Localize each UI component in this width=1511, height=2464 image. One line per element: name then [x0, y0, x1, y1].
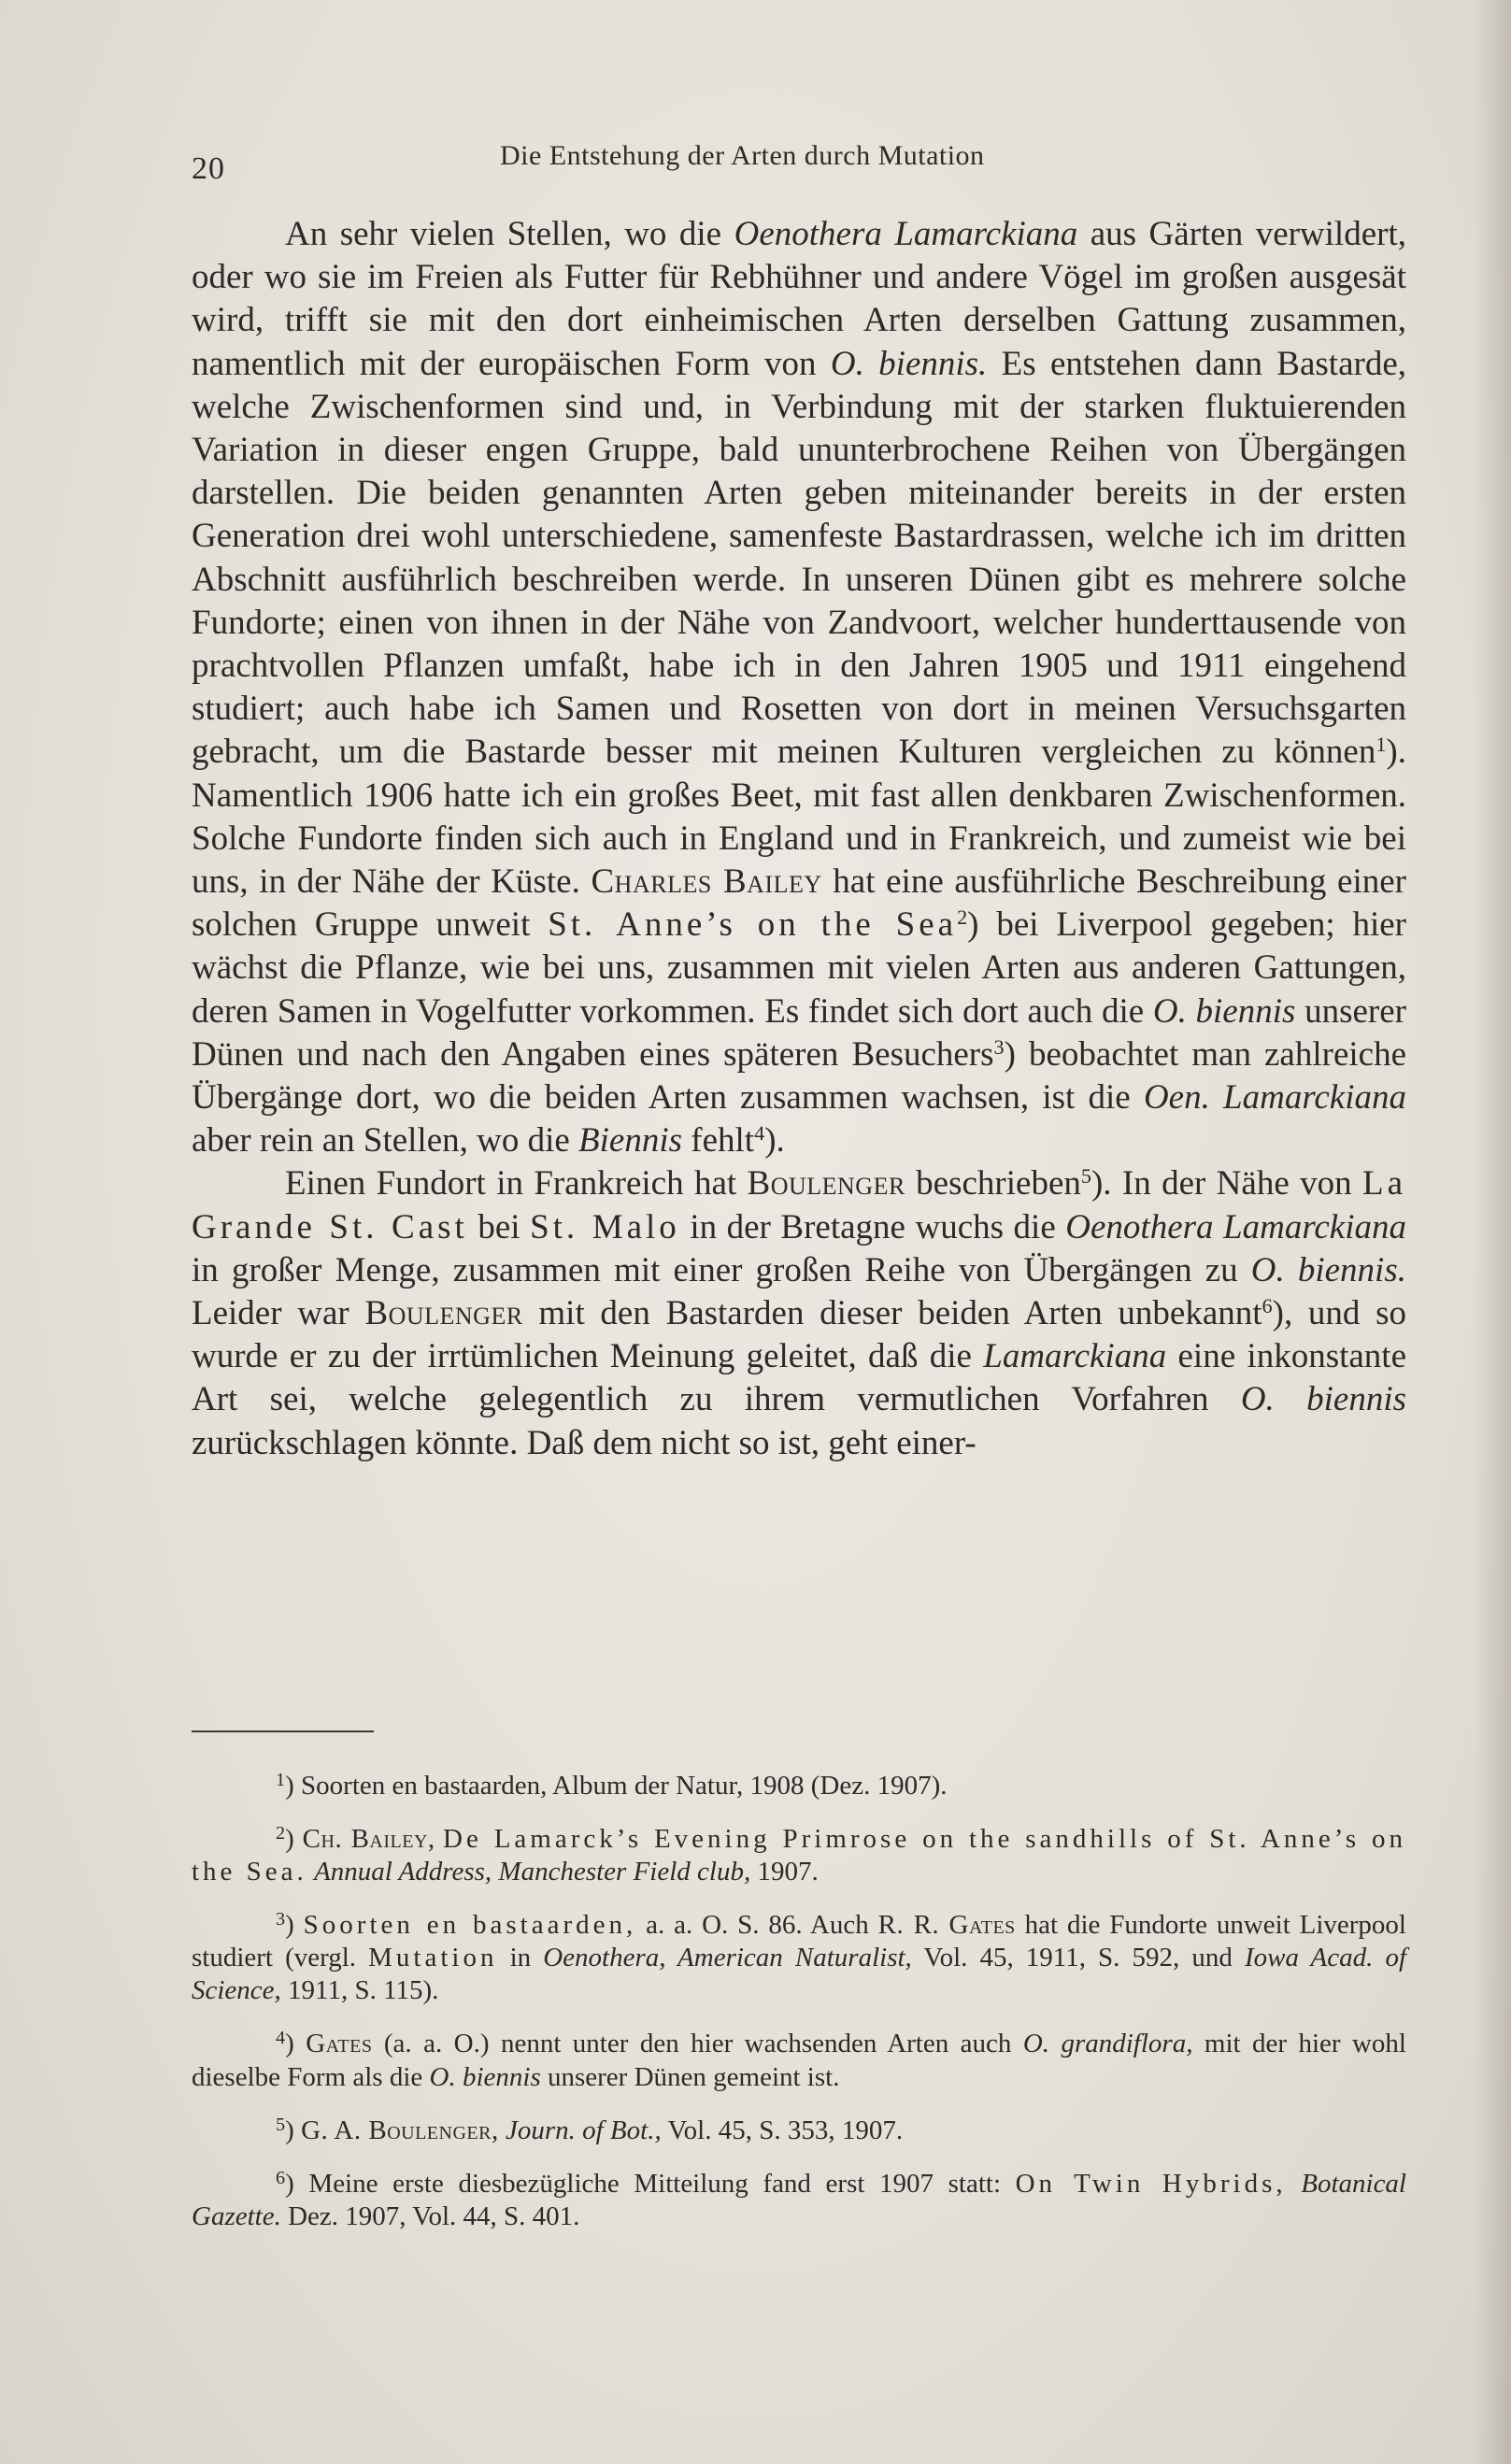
text-run: (a. a. O.) nennt unter den hier wachsenden Arten auch — [372, 2029, 1023, 2059]
page-header — [192, 140, 1406, 187]
page-number: 20 — [192, 151, 225, 186]
text-run: Einen Fundort in Frankreich hat — [285, 1164, 748, 1204]
text-run: a. a. O. S. 86. Auch — [636, 1910, 878, 1941]
paragraph-2 — [192, 1162, 1406, 1464]
footnote-mark: 1 — [276, 1770, 286, 1790]
text-run — [307, 1857, 314, 1887]
text-run: ). — [764, 1121, 785, 1161]
page-edge-shadow — [1474, 0, 1511, 2464]
text-run: ) — [285, 2115, 302, 2145]
footnote-mark: 4 — [276, 2028, 286, 2049]
footnote-ref-1: 1 — [1376, 733, 1387, 757]
text-run: eine inkonstante Art sei, welche gelegentlich zu ihrem vermutlichen Vorfahren — [192, 1337, 1406, 1419]
text-run: bei — [467, 1207, 531, 1246]
text-run: Vol. 45, 1911, S. 592, und — [911, 1943, 1245, 1973]
author-name: Ch. Bailey — [302, 1824, 428, 1855]
text-run: zurückschlagen könnte. Daß dem nicht so ist, geht einer- — [192, 1423, 976, 1462]
footnote-4 — [192, 2022, 1406, 2093]
text-run: unserer Dünen und nach den Angaben eines späteren Besuchers — [192, 991, 1406, 1074]
text-run: aber rein an Stellen, wo die — [192, 1121, 579, 1161]
paragraph-1 — [192, 213, 1406, 1162]
running-head: Die Entstehung der Arten durch Mutation — [500, 140, 985, 171]
text-run: Es entstehen dann Bastarde, welche Zwischenformen sind und, in Verbindung mit der starken fluktuierenden Variation in dieser engen Gruppe, bald ununterbrochene Reihen von Übergängen darstellen. Die beiden genannten Arten geben miteinander bereits in der ersten Generation drei wohl unterschiedene, samenfeste Bastardrassen, welche ich im dritten Abschnitt ausführlich beschreiben werde. In unseren Dünen gibt es mehrere solche Fundorte; einen von ihnen in der Nähe von Zandvoort, welcher hunderttausende von prachtvollen Pflanzen umfaßt, habe ich in den Jahren 1905 und 1911 eingehend studiert; auch habe ich Samen und Rosetten von dort in meinen Versuchsgarten gebracht, um die Bastarde besser mit meinen Kulturen vergleichen zu können — [192, 344, 1407, 772]
footnote-mark: 2 — [276, 1823, 286, 1844]
text-run — [499, 2115, 506, 2145]
footnote-6 — [192, 2162, 1406, 2233]
footnote-ref-5: 5 — [1080, 1164, 1091, 1189]
footnote-5 — [192, 2109, 1406, 2147]
species-name: Oen. Lamarckiana — [1143, 1078, 1406, 1118]
work-title: Mutation — [368, 1943, 498, 1973]
footnote-separator — [192, 1730, 374, 1732]
species-name: O. grandiflora, — [1022, 2029, 1193, 2059]
place-name: St. Malo — [530, 1207, 680, 1246]
species-name: O. biennis. — [1250, 1250, 1406, 1289]
species-name: O. biennis — [1240, 1380, 1406, 1419]
species-name: O. biennis — [429, 2061, 541, 2092]
footnote-ref-3: 3 — [993, 1034, 1005, 1059]
text-run — [1287, 2169, 1302, 2199]
text-run: 1907. — [750, 1857, 819, 1887]
text-run: aus Gärten verwildert, oder wo sie im Freien als Futter für Rebhühner und andere Vögel im großen ausgesät wird, trifft sie mit den dort einheimischen Arten derselben Gattung zusammen, namentlich mit der europäischen Form von — [192, 215, 1406, 383]
body-text — [192, 213, 1406, 1465]
journal-name: Iowa Acad. of Science, — [192, 1943, 1406, 2006]
footnote-ref-4: 4 — [754, 1121, 765, 1146]
author-name: R. R. Gates — [877, 1910, 1016, 1941]
text-run: ). In der Nähe von — [1090, 1164, 1362, 1204]
text-run: 1911, S. 115). — [280, 1975, 439, 2006]
text-run: Dez. 1907, Vol. 44, S. 401. — [280, 2201, 580, 2231]
text-run: An sehr vielen Stellen, wo die — [285, 215, 734, 253]
footnote-1 — [192, 1764, 1406, 1802]
footnote-mark: 5 — [276, 2114, 286, 2135]
species-name: O. biennis — [1152, 991, 1296, 1031]
text-run: unserer Dünen gemeint ist. — [540, 2061, 840, 2092]
species-name: Biennis — [578, 1121, 683, 1161]
work-title: On Twin Hybrids, — [1015, 2168, 1287, 2199]
author-name: Charles Bailey — [591, 862, 822, 902]
text-run: ) — [285, 2029, 306, 2059]
text-run: ) — [285, 1824, 303, 1855]
journal-name: Journ. of Bot., — [505, 2115, 662, 2145]
footnote-2 — [192, 1817, 1406, 1888]
text-run: fehlt — [682, 1121, 755, 1161]
species-name: O. biennis. — [830, 344, 988, 383]
text-run: ) beobachtet man zahlreiche Übergänge dort, wo die beiden Arten zusammen wachsen, ist die — [192, 1034, 1406, 1118]
species-name: Lamarckiana — [983, 1337, 1167, 1376]
text-run: , — [427, 1824, 444, 1855]
author-name: Gates — [306, 2029, 373, 2059]
text-run: mit den Bastarden dieser beiden Arten unbekannt — [522, 1294, 1262, 1333]
place-name: St. Anne’s on the Sea — [548, 905, 958, 945]
journal-name: Annual Address, Manchester Field club, — [314, 1857, 751, 1887]
text-run: ) — [285, 1910, 304, 1941]
author-name: G. A. Boulenger, — [301, 2115, 499, 2145]
text-run: hat eine ausführliche Beschreibung einer solchen Gruppe unweit — [192, 862, 1406, 945]
text-run: Vol. 45, S. 353, 1907. — [661, 2115, 904, 2145]
footnotes — [192, 1764, 1406, 2248]
work-title: Soorten en bastaarden, — [303, 1910, 637, 1941]
author-name: Boulenger — [364, 1294, 523, 1333]
text-run: ), und so wurde er zu der irrtümlichen Meinung geleitet, daß die — [192, 1294, 1406, 1376]
footnote-3 — [192, 1903, 1406, 2007]
text-run: ) bei Liverpool gegeben; hier wächst die Pflanze, wie bei uns, zusammen mit vielen Arten aus anderen Gattungen, deren Samen in Vogelfutter vorkommen. Es findet sich dort auch die — [192, 905, 1406, 1031]
text-run: in der Bretagne wuchs die — [679, 1207, 1066, 1246]
text-run: mit der hier wohl dieselbe Form als die — [192, 2029, 1406, 2092]
work-title: De Lamarck’s Evening Primrose on the sandhills of St. Anne’s on the Sea. — [192, 1824, 1406, 1887]
journal-name: Oenothera, American Naturalist, — [543, 1943, 912, 1973]
place-name: La Grande St. Cast — [192, 1164, 1406, 1246]
author-name: Boulenger — [747, 1164, 905, 1204]
text-run: Leider war — [192, 1294, 365, 1333]
journal-name: Botanical Gazette. — [192, 2168, 1406, 2231]
text-run: ) Meine erste diesbezügliche Mitteilung fand erst 1907 statt: — [285, 2168, 1016, 2199]
footnote-ref-6: 6 — [1262, 1293, 1273, 1317]
species-name: Oenothera Lamarckiana — [734, 215, 1078, 253]
text-run: in — [497, 1943, 544, 1973]
footnote-mark: 3 — [276, 1909, 286, 1930]
text-run: ). Namentlich 1906 hatte ich ein großes Beet, mit fast allen denkbaren Zwischenformen. Solche Fundorte finden sich auch in England und in Frankreich, und zumeist wie bei uns, in der Nähe der Küste. — [192, 733, 1406, 902]
text-run: in großer Menge, zusammen mit einer großen Reihe von Übergängen zu — [192, 1250, 1251, 1289]
text-run: ) Soorten en bastaarden, Album der Natur, 1908 (Dez. 1907). — [285, 1771, 948, 1802]
species-name: Oenothera Lamarckiana — [1065, 1207, 1406, 1246]
text-run: hat die Fundorte unweit Liverpool studiert (vergl. — [192, 1910, 1406, 1973]
text-run: beschrieben — [905, 1164, 1081, 1204]
footnote-mark: 6 — [276, 2167, 286, 2188]
footnote-ref-2: 2 — [957, 905, 968, 930]
